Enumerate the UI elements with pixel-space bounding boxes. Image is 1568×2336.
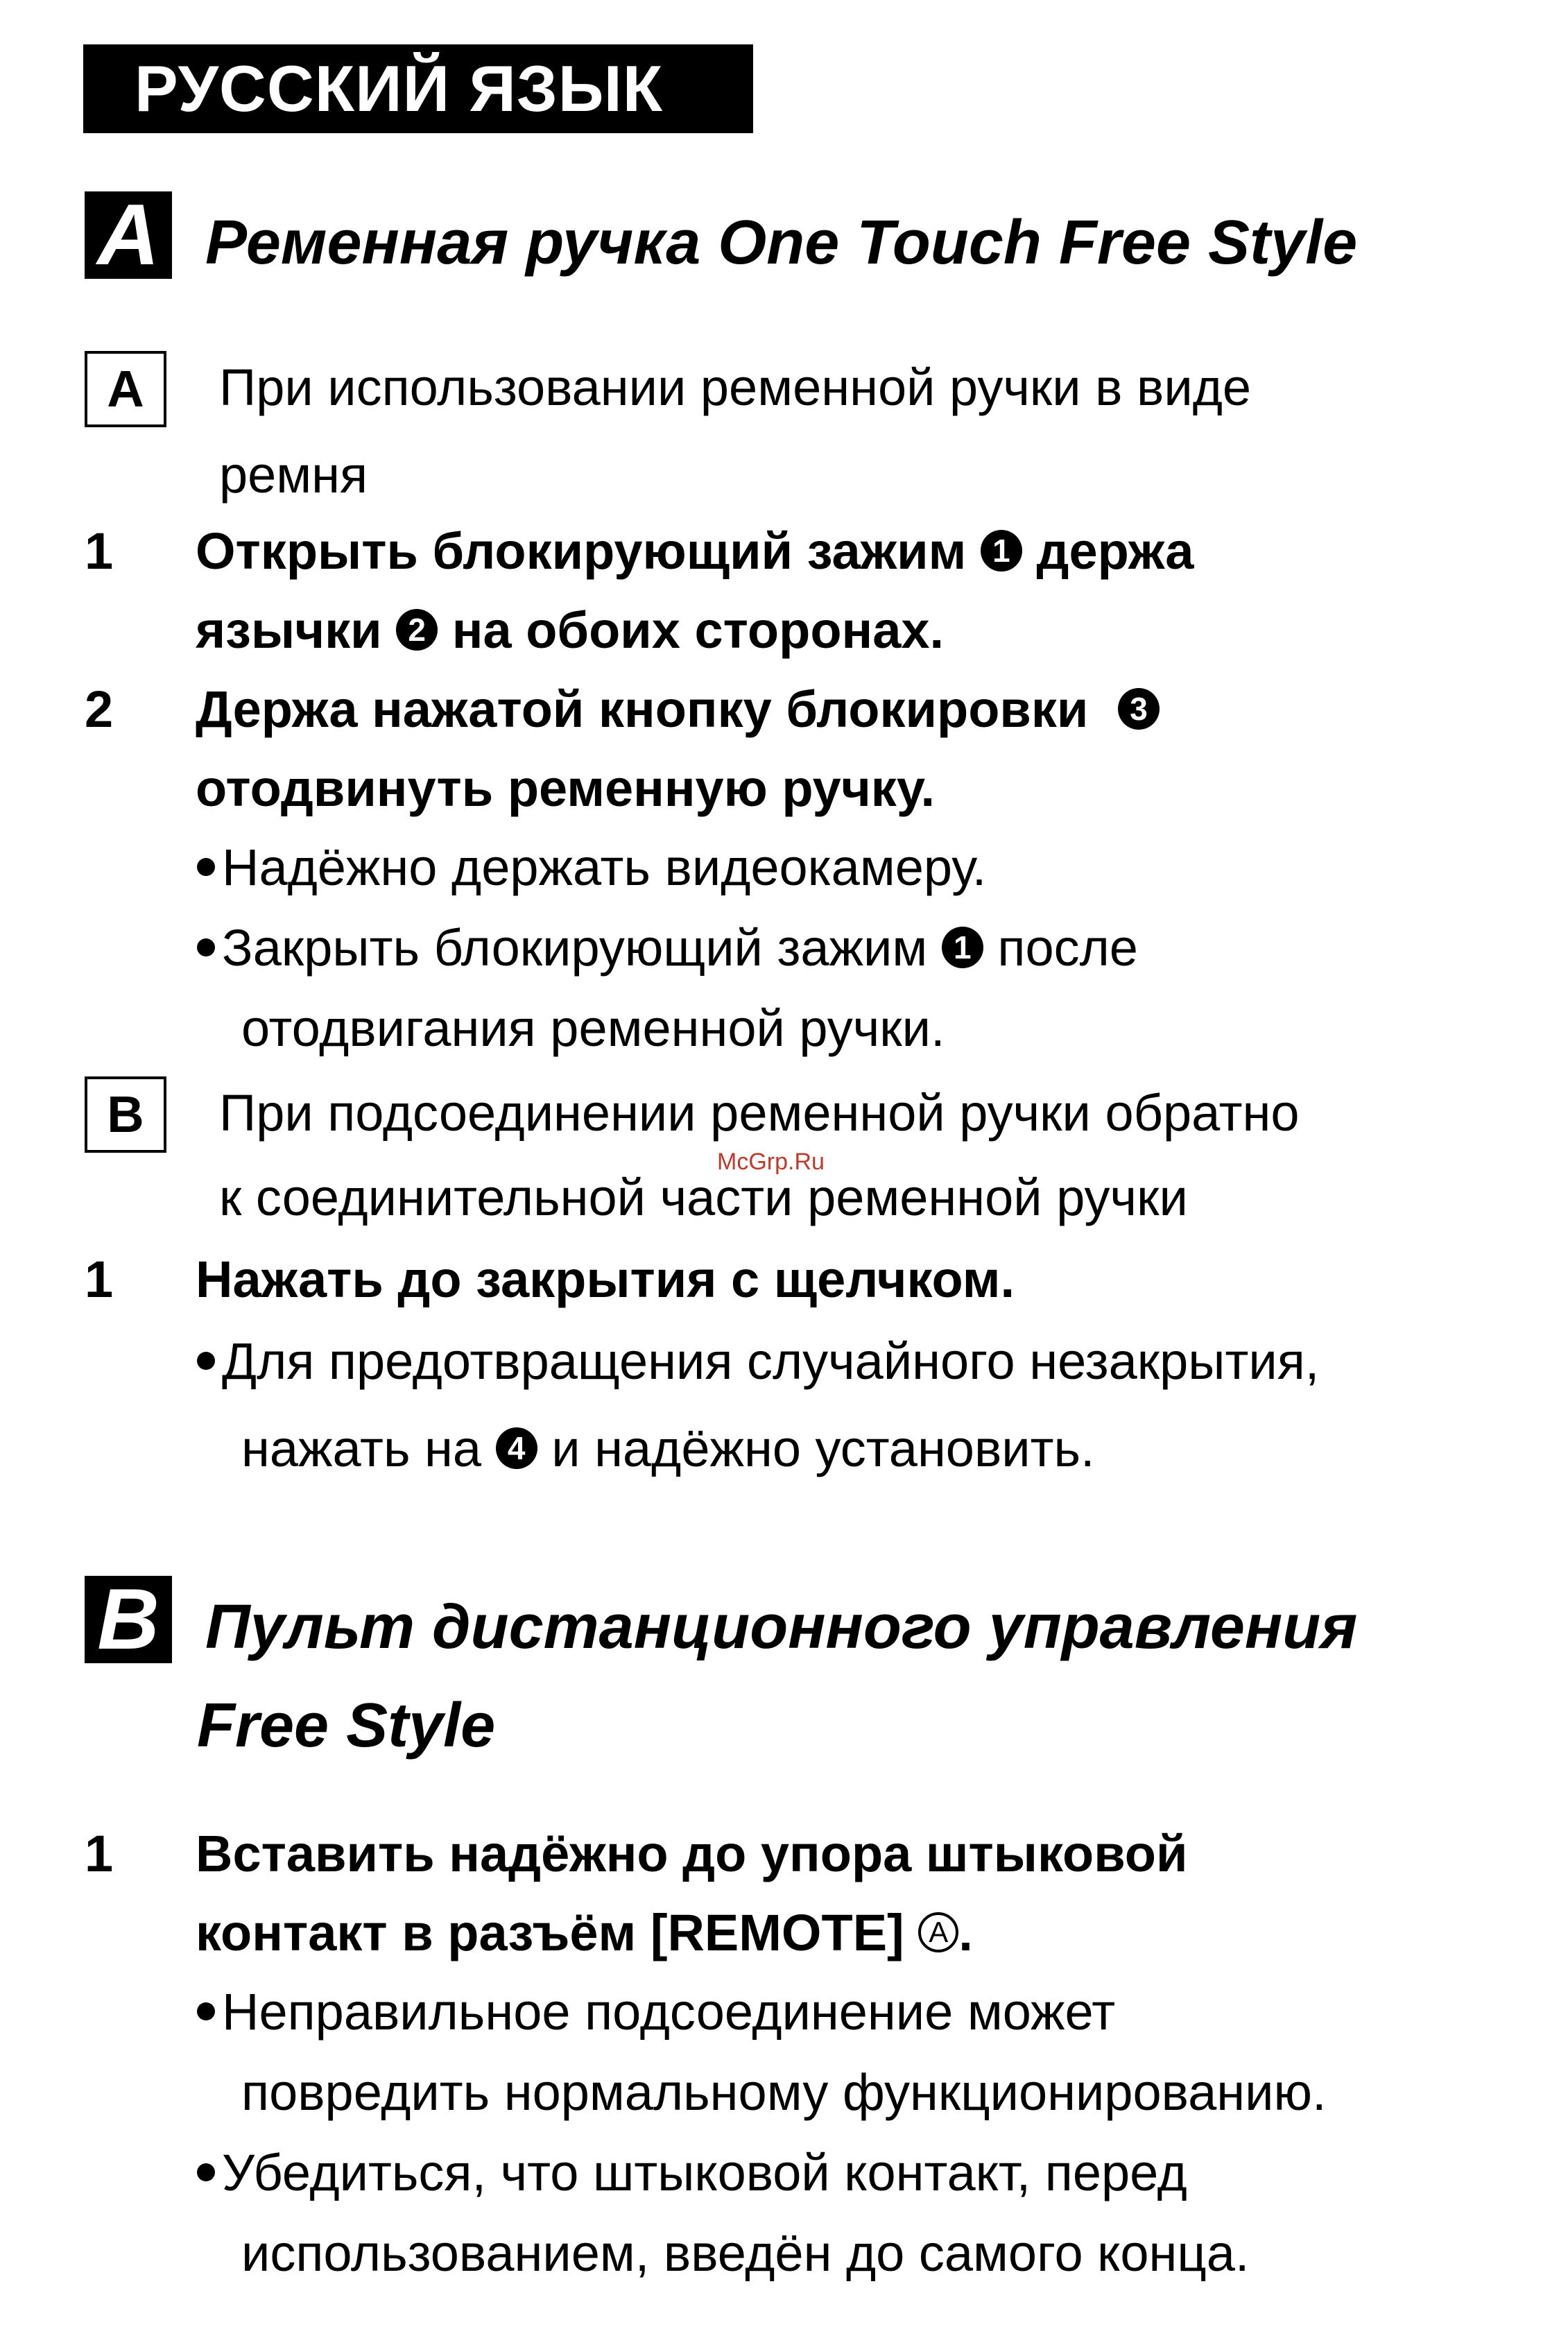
bullet-text: после (997, 919, 1138, 977)
section-a-title: Ременная ручка One Touch Free Style (205, 208, 1358, 277)
bullet-item (197, 907, 1138, 989)
bullet-continuation: повредить нормальному функционированию. (241, 2063, 1327, 2121)
section-a-badge: A (85, 191, 172, 279)
number-2-icon: 2 (396, 609, 438, 651)
step-text: держа (1036, 522, 1194, 580)
part-b-label: B (85, 1076, 166, 1153)
step-number: 2 (85, 680, 114, 738)
step-text: Открыть блокирующий зажим (196, 522, 967, 580)
bullet-icon (197, 2163, 215, 2181)
step-c1-line2 (196, 1893, 973, 1973)
step-text: на обоих сторонах. (451, 601, 945, 659)
step-c1-line1: Вставить надёжно до упора штыковой (196, 1825, 1188, 1882)
part-a-label: A (85, 351, 166, 427)
part-b-heading-line2: к соединительной части ременной ручки (219, 1169, 1188, 1226)
step-text: Держа нажатой кнопку блокировки (196, 680, 1089, 738)
bullet-text: и надёжно установить. (551, 1420, 1095, 1477)
letter-a-circle-icon: A (918, 1912, 958, 1952)
step-a2-line2: отодвинуть ременную ручку. (196, 759, 936, 817)
bullet-item (197, 1321, 1319, 1402)
step-a1-line1 (196, 512, 1194, 591)
section-b-title-line2: Free Style (197, 1691, 496, 1760)
bullet-icon (197, 2002, 215, 2020)
step-number: 1 (85, 522, 114, 580)
watermark: McGrp.Ru (717, 1149, 825, 1175)
section-b-badge: B (85, 1576, 172, 1663)
bullet-continuation: отодвигания ременной ручки. (241, 999, 945, 1057)
bullet-continuation (241, 1408, 1095, 1490)
language-header: РУССКИЙ ЯЗЫК (83, 44, 753, 133)
bullet-item (197, 827, 986, 909)
bullet-text: Неправильное подсоединение может (222, 1983, 1116, 2041)
section-b-title-line1: Пульт дистанционного управления (205, 1592, 1358, 1662)
bullet-text: Закрыть блокирующий зажим (222, 919, 928, 977)
bullet-icon (197, 938, 215, 956)
bullet-item (197, 1971, 1115, 2053)
bullet-icon (197, 1352, 215, 1370)
bullet-item (197, 2132, 1187, 2214)
number-4-icon: 4 (496, 1427, 537, 1469)
step-number: 1 (85, 1251, 114, 1308)
number-1-icon: 1 (981, 530, 1022, 572)
part-a-heading-line2: ремня (219, 446, 368, 504)
step-text: язычки (196, 601, 382, 659)
part-a-heading-line1: При использовании ременной ручки в виде (219, 359, 1252, 416)
step-a1-line2 (196, 591, 944, 670)
bullet-text: Для предотвращения случайного незакрытия, (222, 1332, 1320, 1390)
part-b-heading-line1: При подсоединении ременной ручки обратно (219, 1084, 1300, 1142)
step-text: контакт в разъём [REMOTE] (196, 1904, 904, 1961)
number-1-icon: 1 (942, 927, 983, 968)
step-b1-text: Нажать до закрытия с щелчком. (196, 1251, 1015, 1308)
bullet-continuation: использованием, введён до самого конца. (241, 2224, 1250, 2282)
step-number: 1 (85, 1825, 114, 1882)
bullet-text: Надёжно держать видеокамеру. (222, 839, 987, 896)
step-a2-line1 (196, 670, 1160, 749)
number-3-icon: 3 (1118, 688, 1160, 730)
step-text: . (958, 1904, 973, 1961)
bullet-icon (197, 858, 215, 876)
bullet-text: Убедиться, что штыковой контакт, перед (222, 2144, 1187, 2201)
bullet-text: нажать на (241, 1420, 482, 1477)
